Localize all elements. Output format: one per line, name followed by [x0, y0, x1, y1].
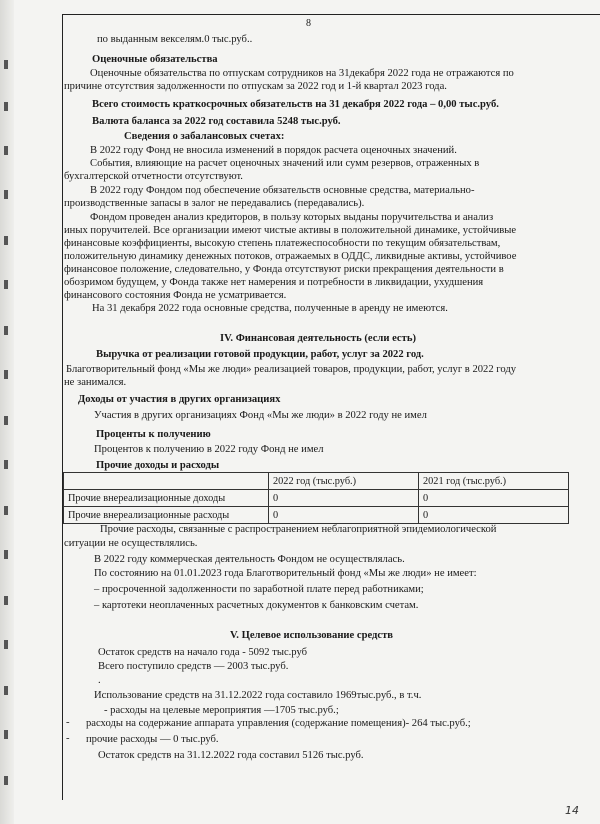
bullet-dash: - — [66, 733, 70, 744]
page-number: 8 — [306, 18, 311, 29]
heading: Оценочные обязательства — [92, 54, 218, 65]
table-header-cell: 2022 год (тыс.руб.) — [269, 473, 419, 490]
subheading: Доходы от участия в других организациях — [78, 394, 281, 405]
text-line: иных поручителей. Все организации имеют чистые активы в положительной динамике, устойчивые — [64, 225, 517, 236]
table-header-cell — [64, 473, 269, 490]
text-line: финансовые коэффициенты, высокую степень платежеспособности по текущим обязательствам, — [64, 238, 501, 249]
text-line: В 2022 году Фонд не вносила изменений в порядок расчета оценочных значений. — [90, 145, 457, 156]
text-line: Остаток средств на начало года - 5092 тыс.руб — [98, 647, 308, 658]
text-line: – картотеки неоплаченных расчетных документов к банковским счетам. — [94, 600, 419, 611]
text-line: прочие расходы — 0 тыс.руб. — [86, 734, 219, 745]
section-heading: IV. Финансовая деятельность (если есть) — [220, 333, 416, 344]
text-line: Процентов к получению в 2022 году Фонд не имел — [94, 444, 324, 455]
table-row — [64, 490, 569, 507]
table-cell: Прочие внереализационные расходы — [64, 507, 269, 524]
text-line: По состоянию на 01.01.2023 года Благотворительный фонд «Мы же люди» не имеет: — [94, 568, 477, 579]
text-line: Участия в других организациях Фонд «Мы же люди» в 2022 году не имел — [94, 410, 427, 421]
text-line: расходы на содержание аппарата управления (содержание помещения)- 264 тыс.руб.; — [86, 718, 471, 729]
subheading: Выручка от реализации готовой продукции, работ, услуг за 2022 год. — [96, 349, 424, 360]
text-line: В 2022 году коммерческая деятельность Фондом не осуществлялась. — [94, 554, 405, 565]
section-heading: V. Целевое использование средств — [230, 630, 394, 641]
summary-line: Валюта баланса за 2022 год составила 5248 тыс.руб. — [92, 116, 341, 127]
table-cell: 0 — [269, 490, 419, 507]
table-header-row — [64, 473, 569, 490]
table-header-cell: 2021 год (тыс.руб.) — [419, 473, 569, 490]
text-line: Благотворительный фонд «Мы же люди» реализацией товаров, продукции, работ, услуг в 2022 году — [66, 364, 517, 375]
text-line: - расходы на целевые мероприятия —1705 тыс.руб.; — [104, 705, 339, 716]
text-line: производственные запасы в залог не передавались (передавались). — [64, 198, 365, 209]
text-line: бухгалтерской отчетности отсутствуют. — [64, 171, 243, 182]
heading: Сведения о забалансовых счетах: — [124, 131, 285, 142]
bullet-dash: - — [66, 717, 70, 728]
text-line: причине отсутствия задолженности по отпускам за 2022 год и 1-й квартал 2023 года. — [64, 81, 447, 92]
text-line: финансовое положение, следовательно, у Фонда отсутствуют риски прекращения деятельности в — [64, 264, 504, 275]
text-line: События, влияющие на расчет оценочных значений или сумм резервов, отраженных в — [90, 158, 480, 169]
text-line: В 2022 году Фондом под обеспечение обязательств основные средства, материально- — [90, 185, 475, 196]
text-line: Оценочные обязательства по отпускам сотрудников на 31декабря 2022 года не отражаются по — [90, 68, 514, 79]
table-cell: 0 — [419, 507, 569, 524]
income-expense-table — [63, 472, 569, 524]
text-line: ситуации не осуществлялись. — [64, 538, 198, 549]
text-line: На 31 декабря 2022 года основные средства, полученные в аренду не имеются. — [92, 303, 448, 314]
text-line: Всего поступило средств — 2003 тыс.руб. — [98, 661, 289, 672]
text-line: Фондом проведен анализ кредиторов, в пользу которых выданы поручительства и анализ — [90, 212, 494, 223]
text-line: финансового состояния Фонда не усматривается. — [64, 290, 287, 301]
binding-edge — [0, 0, 14, 824]
table-cell: Прочие внереализационные доходы — [64, 490, 269, 507]
table-row — [64, 507, 569, 524]
text-line: – просроченной задолженности по заработной плате перед работниками; — [94, 584, 424, 595]
text-line: Прочие расходы, связанные с распространением неблагоприятной эпидемиологической — [100, 524, 497, 535]
text-line: по выданным векселям.0 тыс.руб.. — [97, 34, 253, 45]
table-cell: 0 — [419, 490, 569, 507]
text-line: обозримом будущем, у Фонда также нет намерения и потребности в ликвидации, ухудшения — [64, 277, 484, 288]
text-line: не занимался. — [64, 377, 127, 388]
text-line: Использование средств на 31.12.2022 года составило 1969тыс.руб., в т.ч. — [94, 690, 422, 701]
handwritten-page-mark: 14 — [565, 804, 579, 817]
subheading: Проценты к получению — [96, 429, 211, 440]
text-line: . — [98, 675, 101, 686]
text-line: положительную динамику денежных потоков, отражаемых в ОДДС, ликвидные активы, устойчивое — [64, 251, 517, 262]
summary-line: Всего стоимость краткосрочных обязательств на 31 декабря 2022 года – 0,00 тыс.руб. — [92, 99, 499, 110]
text-line: Остаток средств на 31.12.2022 года составил 5126 тыс.руб. — [98, 750, 364, 761]
table-cell: 0 — [269, 507, 419, 524]
subheading: Прочие доходы и расходы — [96, 460, 220, 471]
